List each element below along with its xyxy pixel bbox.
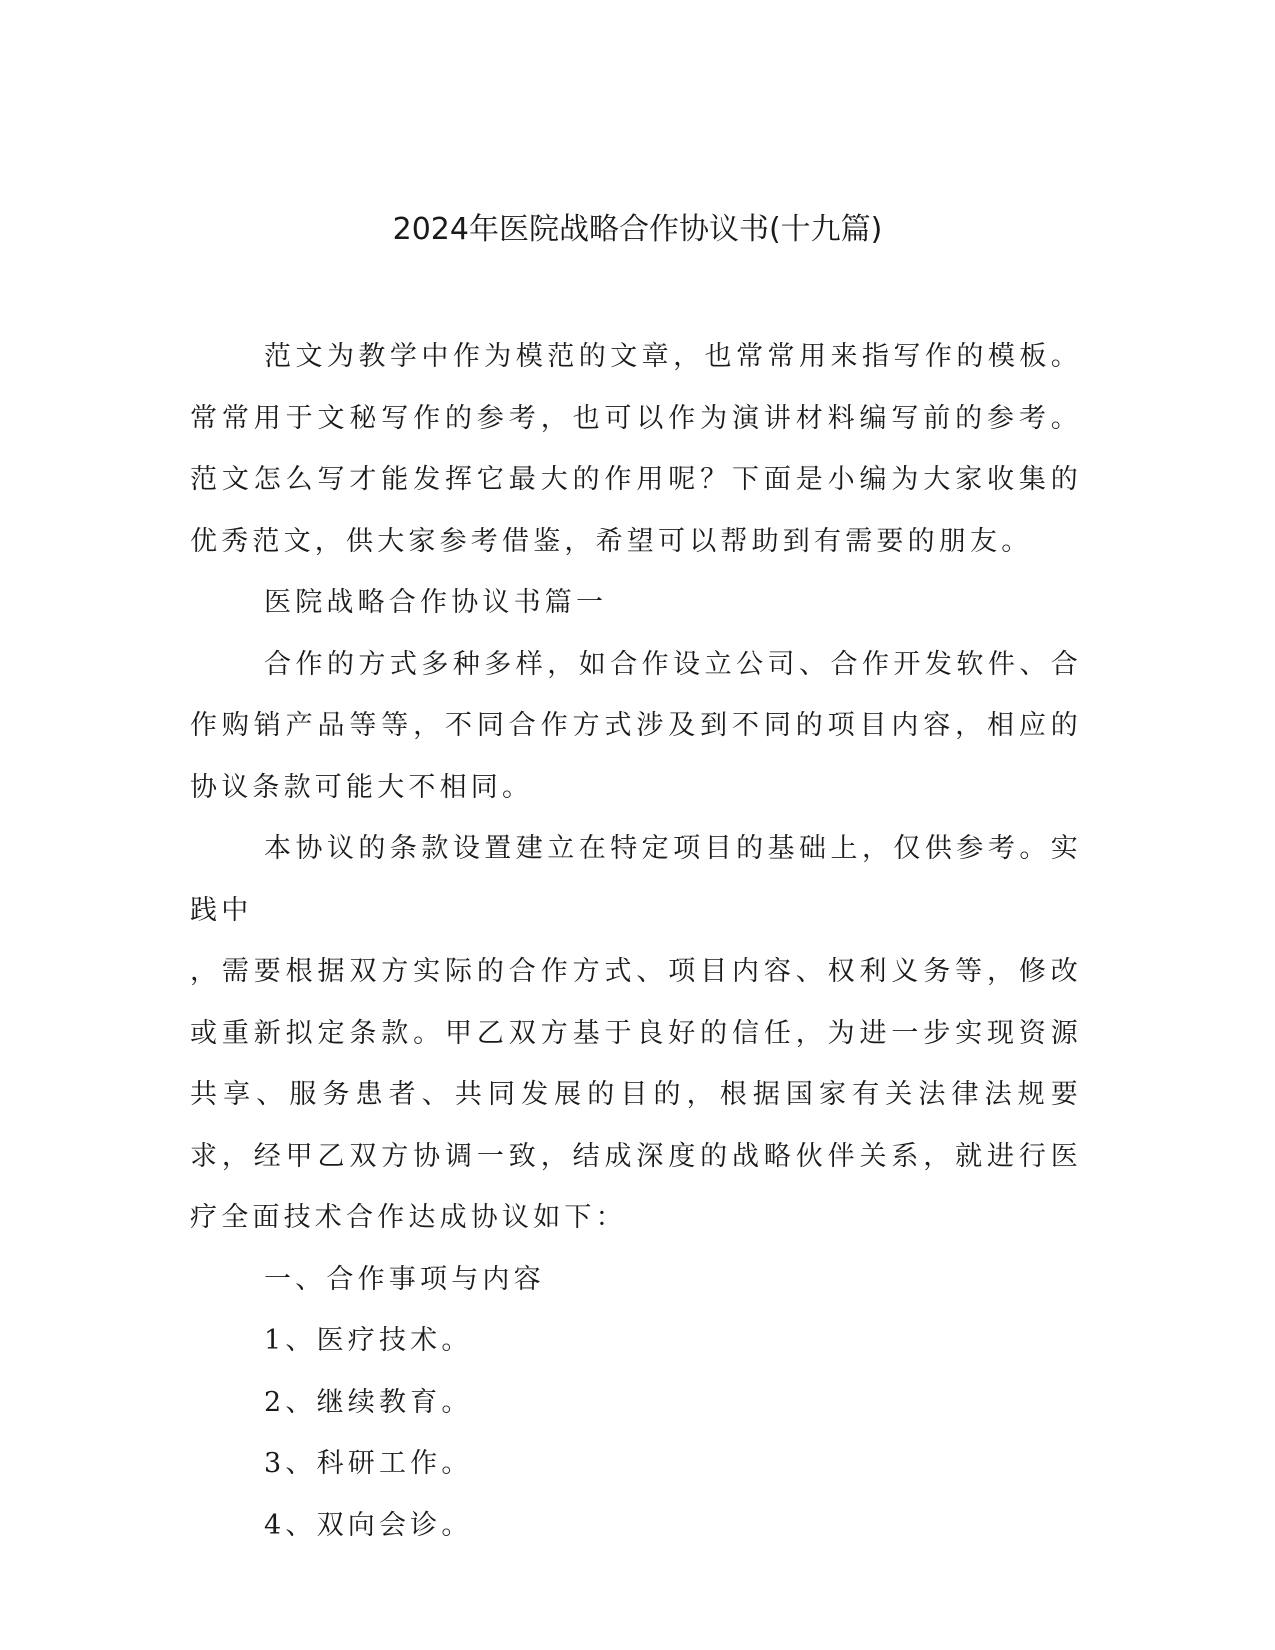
section-heading-part-one: 医院战略合作协议书篇一 (264, 587, 608, 618)
list-item: 1、医疗技术。 (264, 1325, 473, 1356)
document-title: 2024年医院战略合作协议书(十九篇) (392, 212, 883, 247)
list-item: 4、双向会诊。 (264, 1509, 473, 1541)
list-item: 2、继续教育。 (264, 1386, 473, 1418)
intro-paragraph: 范文为教学中作为模范的文章，也常常用来指写作的模板。常常用于文秘写作的参考，也可以作为演讲材料编写前的参考。范文怎么写才能发挥它最大的作用呢？下面是小编为大家收集的优秀范文，供大家参考借鉴，希望可以帮助到有需要的朋友。 (190, 341, 1082, 557)
section-heading-cooperation-items: 一、合作事项与内容 (264, 1263, 545, 1295)
agreement-basis-paragraph: 本协议的条款设置建立在特定项目的基础上，仅供参考。实践中 (190, 833, 1082, 926)
document-body (190, 326, 1082, 1556)
agreement-details-paragraph: ，需要根据双方实际的合作方式、项目内容、权利义务等，修改或重新拟定条款。甲乙双方基于良好的信任，为进一步实现资源共享、服务患者、共同发展的目的，根据国家有关法律法规要求，经甲乙双方协调一致，结成深度的战略伙伴关系，就进行医疗全面技术合作达成协议如下： (190, 956, 1082, 1233)
cooperation-methods-paragraph: 合作的方式多种多样，如合作设立公司、合作开发软件、合作购销产品等等，不同合作方式涉及到不同的项目内容，相应的协议条款可能大不相同。 (190, 648, 1082, 803)
list-item: 3、科研工作。 (264, 1448, 473, 1479)
